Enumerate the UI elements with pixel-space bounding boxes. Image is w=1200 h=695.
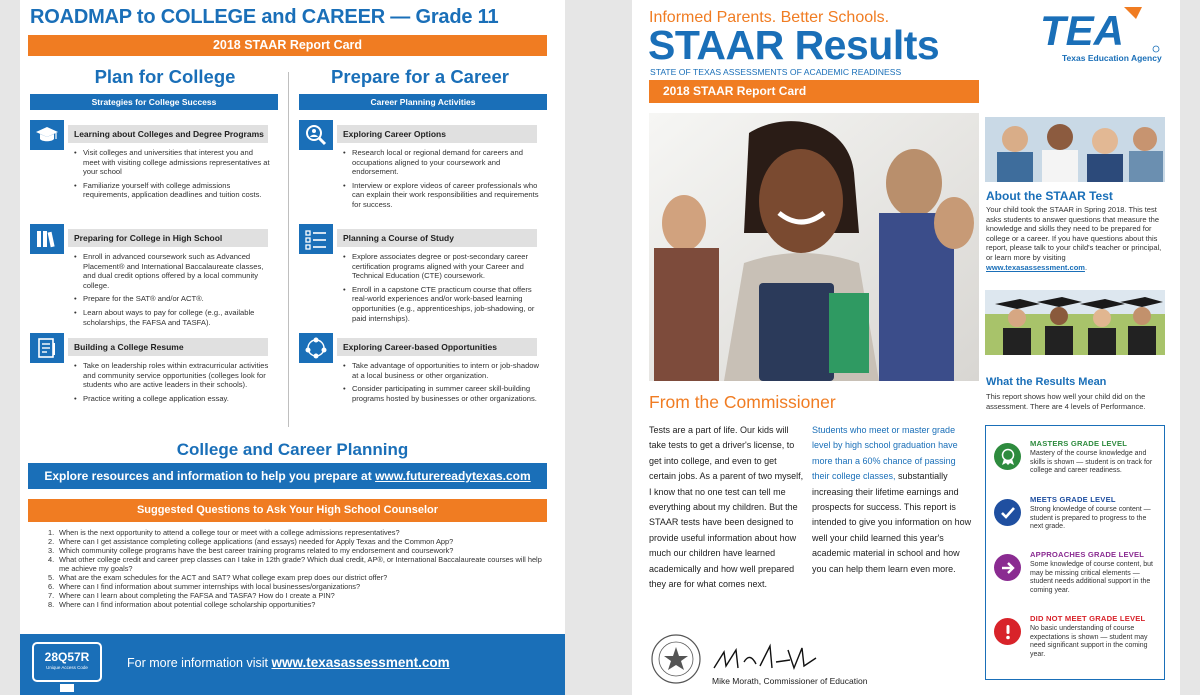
career-section-1 [299,120,537,220]
list-item: • Practice writing a college application essay. [74,394,270,404]
list-item: 4. What other college credit and career prep classes can I take in 12th grade? Which dual credit, AP®, or International Baccalaureate courses will help me achieve my goals? [48,555,542,573]
section-title: Planning a Course of Study [337,229,537,247]
bullet-list [74,148,270,204]
exclamation-icon [994,618,1021,645]
roadmap-title: ROADMAP to COLLEGE and CAREER — Grade 11 [30,6,499,28]
access-code-label: Unique Access Code [46,665,88,670]
about-staar-text: Your child took the STAAR in Spring 2018. This test asks students to answer questions that measure the knowledge and skills they need to be prepared for college or a career. If you have questions about this report, please talk to your child's teacher or principal, or learn more by visiting www.texasassessment.com. [986,205,1162,272]
left-report-card-banner: 2018 STAAR Report Card [28,35,547,56]
bullet-list [74,361,270,407]
level-title: APPROACHES GRADE LEVEL [1030,550,1145,559]
commissioner-name: Mike Morath, Commissioner of Education [712,676,868,686]
commissioner-text-col2: Students who meet or master grade level by high school graduation have more than a 60% chance of passing their college classes, substantially increasing their lifetime earnings and prospects for success. This report is intended to give you information on how well your child learned this year's academic material in school and how you can help them learn even more. [812,425,972,574]
bullet-list [343,361,539,407]
list-item: 7. Where can I learn about completing the FAFSA and TASFA? How do I create a PIN? [48,591,335,600]
career-activities-strip: Career Planning Activities [299,94,547,110]
level-description: Some knowledge of course content, but may be missing critical elements — student needs additional support in the coming year. [1030,561,1153,594]
state-seal-icon [650,633,702,685]
college-section-1 [30,120,268,220]
list-item: • Consider participating in summer career skill-building programs hosted by businesses or other organizations. [343,384,539,403]
list-item: • Take advantage of opportunities to intern or job-shadow at a local business or other organization. [343,361,539,380]
level-title: MEETS GRADE LEVEL [1030,495,1116,504]
checkmark-icon [994,499,1021,526]
career-section-3 [299,333,540,423]
right-report-card-banner: 2018 STAAR Report Card [649,80,979,103]
about-staar-heading: About the STAAR Test [986,189,1113,203]
futurereadytexas-link[interactable]: www.futurereadytexas.com [375,469,531,483]
access-code-box [32,642,102,682]
students-hero-photo [649,113,979,381]
level-description: Mastery of the course knowledge and skills is shown — student is on track for college and career readiness. [1030,450,1153,475]
about-texasassessment-link[interactable]: www.texasassessment.com [986,262,1085,272]
monitor-stand-icon [60,684,74,692]
magnifier-person-icon [299,120,333,150]
students-group-photo [985,117,1165,182]
level-title: DID NOT MEET GRADE LEVEL [1030,614,1146,623]
results-mean-heading: What the Results Mean [986,376,1107,388]
graduates-photo [985,290,1165,355]
questions-list [48,528,548,609]
list-item: 3. Which community college programs have the best career training programs related to my endorsement and coursework? [48,546,454,555]
list-item: • Familiarize yourself with college admissions requirements, application deadlines and tuition costs. [74,181,270,200]
texasassessment-link[interactable]: www.texasassessment.com [271,655,450,670]
graduation-cap-icon [30,120,64,150]
college-career-planning-heading: College and Career Planning [176,440,409,459]
explore-resources-bar [28,463,547,489]
list-item: • Research local or regional demand for careers and occupations aligned to your coursework and endorsement. [343,148,539,177]
section-title: Building a College Resume [68,338,268,356]
section-title: Preparing for College in High School [68,229,268,247]
plan-for-college-heading: Plan for College [94,66,236,87]
staar-results-title: STAAR Results [648,22,940,68]
bullet-list [343,252,539,327]
list-item: • Enroll in advanced coursework such as Advanced Placement® and International Baccalaureate classes, and dual credit options offered by a local community college. [74,252,270,290]
results-mean-text: This report shows how well your child did on the assessment. There are 4 levels of Performance. [986,392,1146,411]
list-item: 1. When is the next opportunity to attend a college tour or meet with a college admissions representatives? [48,528,400,537]
list-item: 2. Where can I get assistance completing college applications (and essays) needed for Apply Texas and the Common App? [48,537,454,546]
tea-logo-icon [1038,5,1163,65]
checklist-icon [299,224,333,254]
footer-info: For more information visit www.texasassessment.com [127,655,450,670]
level-description: No basic understanding of course expectations is shown — student may need significant support in the coming year. [1030,625,1148,658]
tagline: Informed Parents. Better Schools. [649,9,890,26]
staar-results-page [632,0,1180,695]
list-item: 6. Where can I find information about summer internships with local businesses/organizations? [48,582,361,591]
staar-subtitle: STATE OF TEXAS ASSESSMENTS OF ACADEMIC READINESS [650,67,902,77]
bullet-list [74,252,270,331]
commissioner-heading: From the Commissioner [649,392,836,412]
commissioner-text-col1: Tests are a part of life. Our kids will take tests to get a driver's license, to get into college, and even to get certain jobs. As a parent of two myself, I know that no one test can tell me everything about my children. But the STAAR tests have been designed to provide useful information about how much our children have learned academically and how well prepared they are for what comes next. [649,425,804,590]
prepare-for-career-heading: Prepare for a Career [331,66,509,87]
access-code: 28Q57R [44,650,90,664]
performance-levels-box [985,425,1165,680]
section-title: Learning about Colleges and Degree Programs [68,125,268,143]
signature-icon [710,638,820,678]
books-icon [30,224,64,254]
list-item: • Take on leadership roles within extracurricular activities and community service opportunities (colleges look for students who are active leaders in their schools). [74,361,270,390]
explore-text: Explore resources and information to help you prepare at [44,469,376,483]
level-title: MASTERS GRADE LEVEL [1030,439,1128,448]
network-people-icon [299,333,333,363]
college-section-2 [30,224,268,329]
list-item: • Prepare for the SAT® and/or ACT®. [74,294,270,304]
roadmap-page [20,0,565,695]
college-strategies-strip: Strategies for College Success [30,94,278,110]
award-ribbon-icon [994,443,1021,470]
list-item: 5. What are the exam schedules for the ACT and SAT? What college exam prep does our district offer? [48,573,388,582]
arrow-right-icon [994,554,1021,581]
college-section-3 [30,333,268,423]
level-description: Strong knowledge of course content — student is prepared to progress to the next grade. [1030,506,1151,531]
section-title: Exploring Career Options [337,125,537,143]
column-divider [288,72,289,427]
career-section-2 [299,224,537,329]
section-title: Exploring Career-based Opportunities [337,338,537,356]
bullet-list [343,148,539,214]
list-item: • Enroll in a capstone CTE practicum course that offers real-world experiences and/or work-based learning opportunities (e.g., apprenticeships, job-shadowing, or paid internships). [343,285,539,323]
list-item: 8. Where can I find information about potential college scholarship opportunities? [48,600,316,609]
tea-caption: Texas Education Agency [1062,53,1162,63]
svg-text:TEA: TEA [1040,7,1124,54]
list-item: • Visit colleges and universities that interest you and meet with visiting college admissions representatives at your school [74,148,270,177]
list-item: • Interview or explore videos of career professionals who can explain their work responsibilities and requirements for success. [343,181,539,210]
list-item: • Learn about ways to pay for college (e.g., available scholarships, the FAFSA and TASFA). [74,308,270,327]
list-item: • Explore associates degree or post-secondary career certification programs aligned with your Career and Technical Education (CTE) coursework. [343,252,539,281]
resume-icon [30,333,64,363]
left-footer [20,634,565,695]
counselor-questions-heading: Suggested Questions to Ask Your High School Counselor [28,499,547,522]
